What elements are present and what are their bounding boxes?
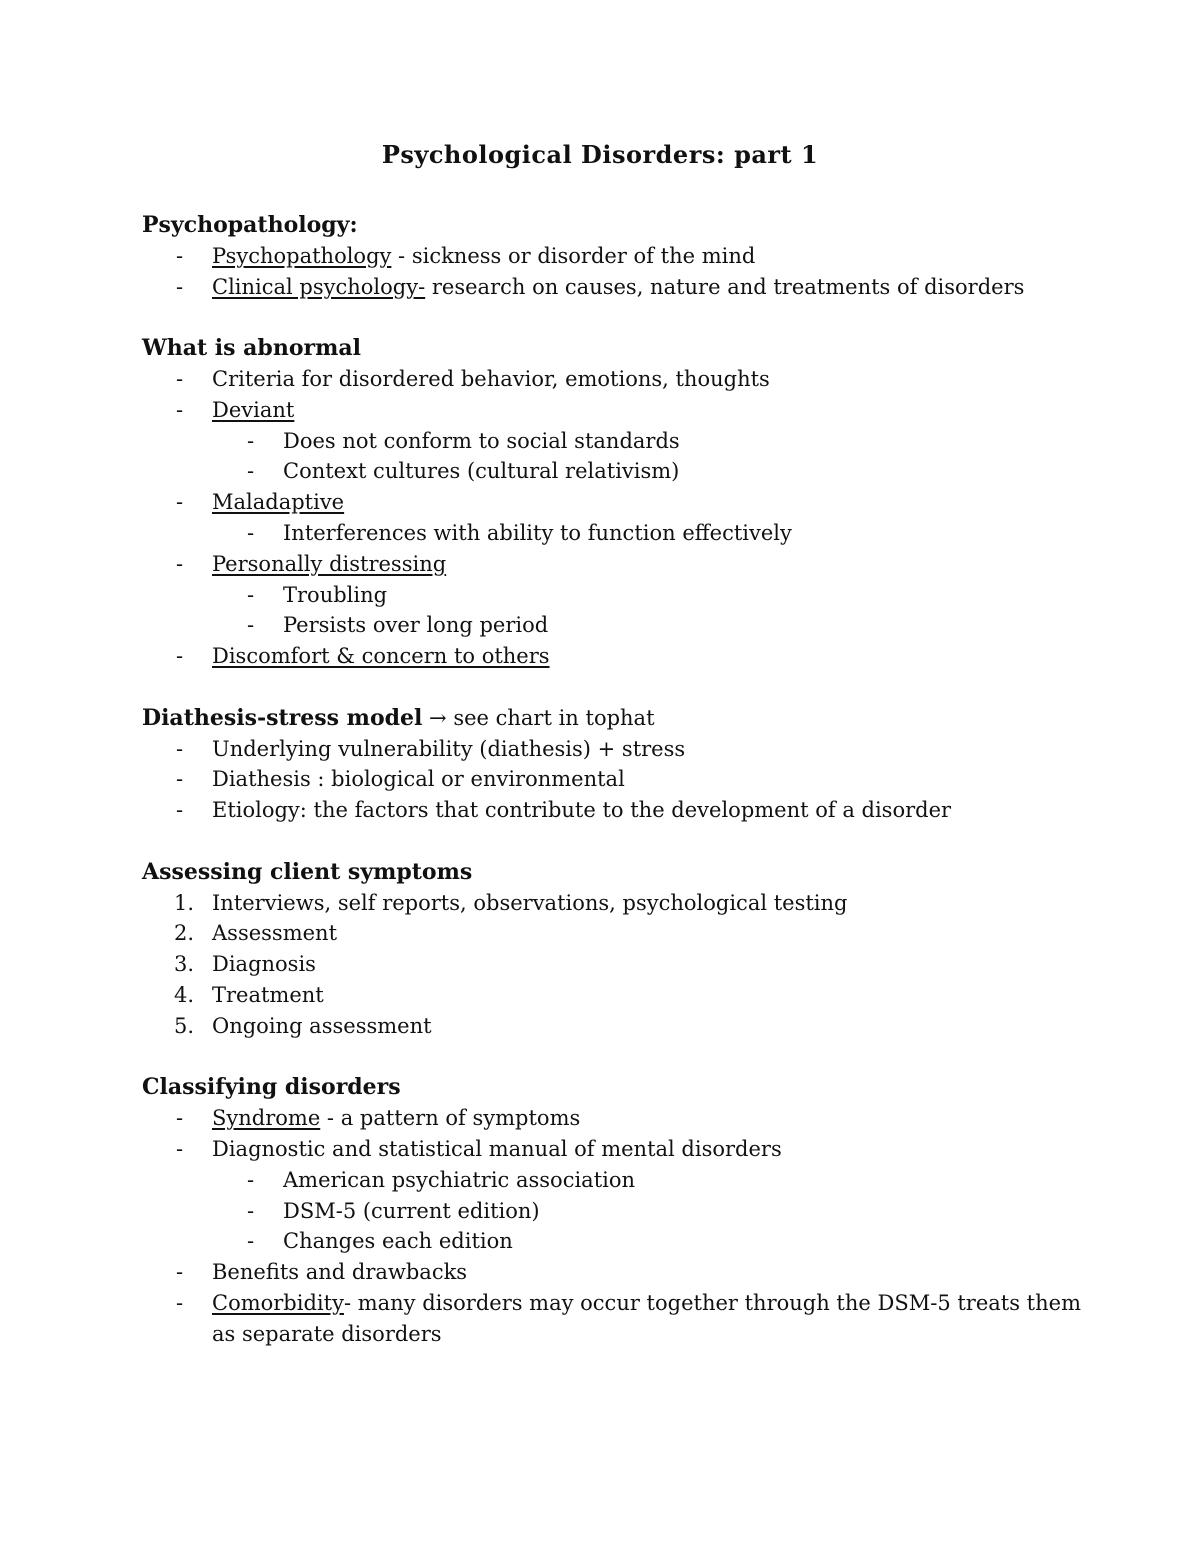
bullet-marker: - [176,551,184,576]
numbered-list [142,888,1082,1042]
item-text: Criteria for disordered behavior, emotions, thoughts [212,366,770,391]
term: Personally distressing [212,551,447,576]
section-classifying [142,1072,1082,1349]
section-heading: Diathesis-stress model [142,704,423,731]
item-text: DSM-5 (current edition) [283,1198,540,1223]
item-text: Etiology: the factors that contribute to the development of a disorder [212,798,952,823]
bullet-marker: - [176,243,184,268]
bullet-marker: - [176,1260,184,1285]
item-text: Treatment [212,982,324,1007]
bullet-list [142,1103,1082,1349]
list-item [142,1257,1082,1288]
list-item [142,764,1082,795]
item-text: Underlying vulnerability (diathesis) + stress [212,736,686,761]
item-text: Troubling [283,582,388,607]
bullet-marker: - [176,1106,184,1131]
item-text: Persists over long period [283,613,549,638]
term: Deviant [212,397,295,422]
list-item [142,980,1082,1011]
list-item [142,272,1082,303]
bullet-marker: - [176,397,184,422]
sub-list-item [142,426,1082,457]
item-text: Diathesis : biological or environmental [212,767,625,792]
bullet-list [142,364,1082,672]
sub-list-item [142,1165,1082,1196]
bullet-marker: - [247,428,255,453]
bullet-marker: - [247,582,255,607]
term: Psychopathology [212,243,392,268]
bullet-marker: - [176,1136,184,1161]
section-heading: Psychopathology: [142,212,358,238]
item-text: research on causes, nature and treatments of disorders [425,274,1025,299]
list-item [142,641,1082,672]
sub-list-item [142,1196,1082,1227]
list-item [142,795,1082,826]
item-text: Interviews, self reports, observations, psychological testing [212,890,848,915]
sub-list-item [142,580,1082,611]
section-psychopathology [142,210,1082,302]
section-heading-line [142,703,1082,734]
item-text: Ongoing assessment [212,1013,432,1038]
bullet-list [142,734,1082,826]
bullet-marker: - [247,613,255,638]
item-number: 1. [174,890,195,915]
item-text: Interferences with ability to function effectively [283,520,792,545]
item-text: Context cultures (cultural relativism) [283,459,680,484]
bullet-marker: - [247,520,255,545]
bullet-marker: - [176,644,184,669]
section-diathesis [142,703,1082,826]
document-title: Psychological Disorders: part 1 [381,140,819,169]
bullet-list [142,241,1082,303]
list-item [142,888,1082,919]
bullet-marker: - [176,366,184,391]
item-text: Benefits and drawbacks [212,1260,468,1285]
bullet-marker: - [176,736,184,761]
sub-list-item [142,1226,1082,1257]
bullet-marker: - [176,798,184,823]
sub-list-item [142,456,1082,487]
item-number: 2. [174,921,195,946]
list-item [142,1288,1082,1350]
list-item [142,549,1082,580]
bullet-marker: - [176,1290,184,1315]
term: Maladaptive [212,490,345,515]
list-item [142,241,1082,272]
item-text: Changes each edition [283,1229,513,1254]
item-text: - sickness or disorder of the mind [391,243,756,268]
bullet-marker: - [247,1198,255,1223]
item-text: Diagnostic and statistical manual of mental disorders [212,1136,782,1161]
document-body [142,210,1082,1349]
item-text: Diagnosis [212,952,316,977]
sub-list-item [142,610,1082,641]
item-text: - a pattern of symptoms [320,1106,581,1131]
item-text: Does not conform to social standards [283,428,680,453]
list-item [142,364,1082,395]
item-number: 4. [174,982,195,1007]
item-number: 3. [174,952,195,977]
section-heading: Classifying disorders [142,1074,401,1101]
item-number: 5. [174,1013,195,1038]
list-item [142,1011,1082,1042]
list-item [142,487,1082,518]
bullet-marker: - [176,274,184,299]
sub-list-item [142,518,1082,549]
term: Syndrome [212,1106,321,1131]
bullet-marker: - [247,459,255,484]
heading-note: → see chart in tophat [422,705,655,730]
bullet-marker: - [176,490,184,515]
item-text: - many disorders may occur together through the DSM-5 treats them as separate disorders [212,1290,1081,1346]
section-assessing [142,857,1082,1042]
term: Clinical psychology- [212,274,426,299]
bullet-marker: - [176,767,184,792]
term: Discomfort & concern to others [212,644,550,669]
list-item [142,918,1082,949]
list-item [142,1103,1082,1134]
list-item [142,395,1082,426]
section-heading: What is abnormal [142,335,361,362]
list-item [142,734,1082,765]
term: Comorbidity [212,1290,344,1315]
section-abnormal [142,333,1082,672]
list-item [142,1134,1082,1165]
bullet-marker: - [247,1167,255,1192]
section-heading: Assessing client symptoms [142,858,473,885]
item-text: Assessment [212,921,338,946]
list-item [142,949,1082,980]
item-text: American psychiatric association [283,1167,636,1192]
bullet-marker: - [247,1229,255,1254]
